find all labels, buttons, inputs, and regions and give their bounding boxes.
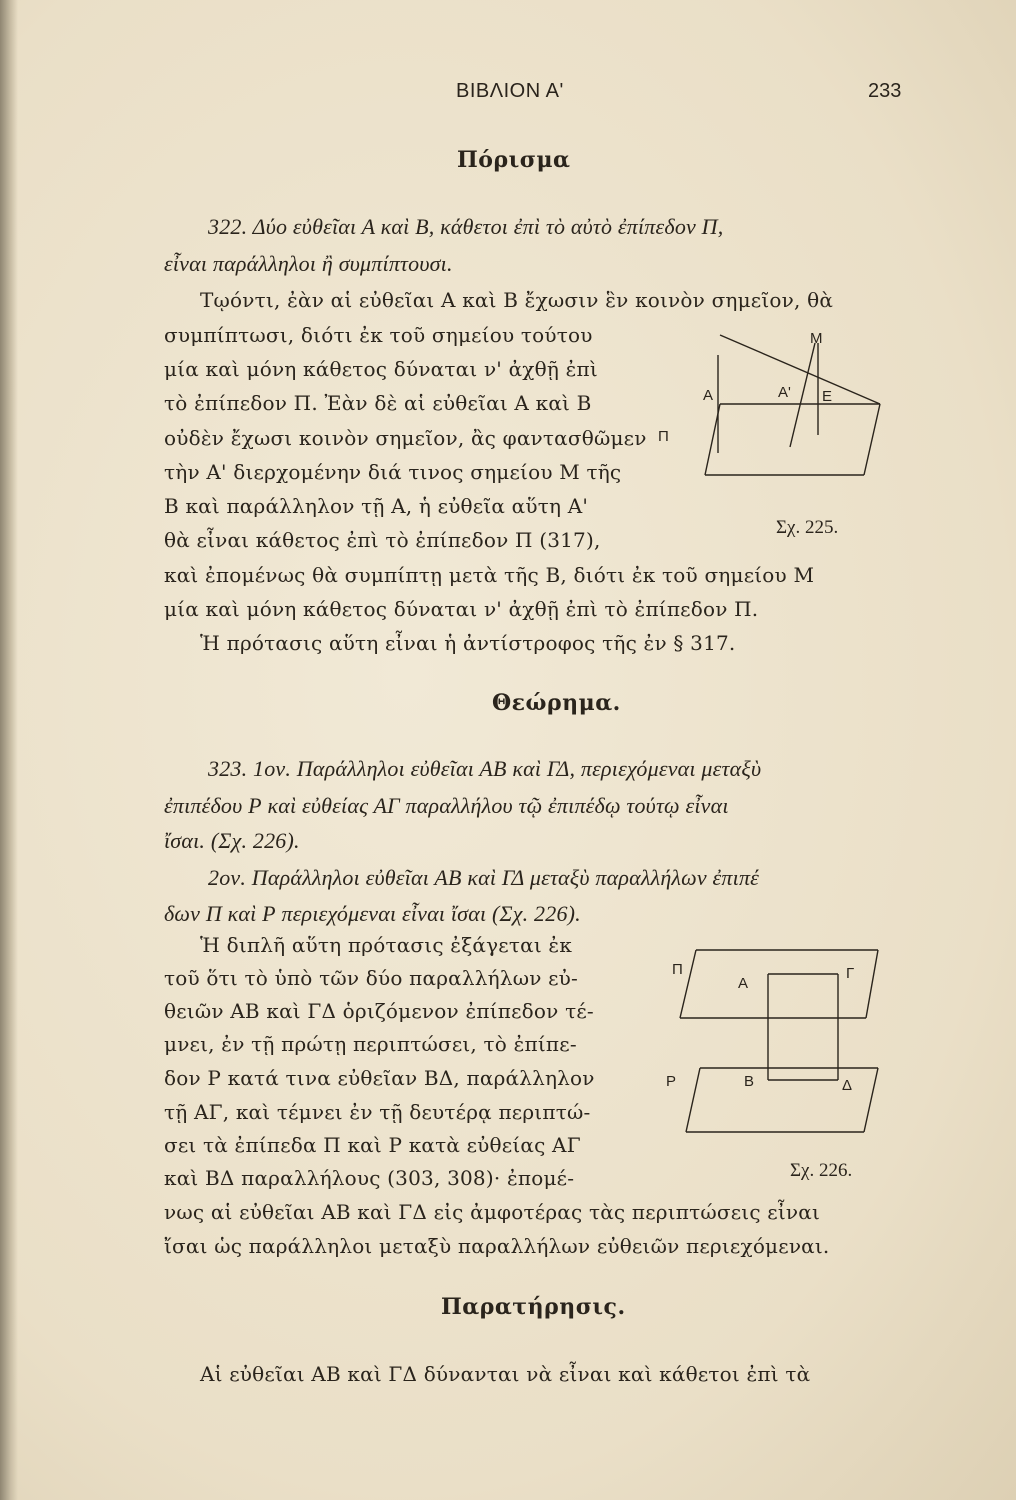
proof-line: τῇ ΑΓ, καὶ τέμνει ἐν τῇ δευτέρᾳ περιπτώ- (164, 1100, 591, 1124)
proof-line: νως αἱ εὐθεῖαι ΑΒ καὶ ΓΔ εἰς ἀμφοτέρας τὰς περιπτώσεις εἶναι (164, 1200, 821, 1224)
proof-line: τοῦ ὅτι τὸ ὑπὸ τῶν δύο παραλλήλων εὐ- (164, 966, 579, 990)
fig225-plane-top-edge (720, 335, 880, 404)
corollary-text-line: οὐδὲν ἔχωσι κοινὸν σημεῖον, ἂς φαντασθῶμεν (164, 426, 647, 450)
corollary-heading: Πόρισμα (457, 147, 571, 173)
fig226-label-upper-plane: Π (672, 961, 683, 978)
proof-line: θειῶν ΑΒ καὶ ΓΔ ὁριζόμενον ἐπίπεδον τέ- (164, 999, 594, 1023)
figure-225 (650, 330, 880, 485)
corollary-statement-line-1: 322. Δύο εὐθεῖαι Α καὶ Β, κάθετοι ἐπὶ τὸ αὐτὸ ἐπίπεδον Π, (208, 214, 724, 239)
fig226-lower-plane-left (686, 1068, 700, 1132)
corollary-text-line: συμπίπτωσι, διότι ἐκ τοῦ σημείου τούτου (164, 323, 593, 347)
proof-line: μνει, ἐν τῇ πρώτῃ περιπτώσει, τὸ ἐπίπε- (164, 1032, 577, 1056)
corollary-text-line: μία καὶ μόνη κάθετος δύναται ν' ἀχθῇ ἐπὶ (164, 357, 598, 381)
proof-line: σει τὰ ἐπίπεδα Π καὶ Ρ κατὰ εὐθείας ΑΓ (164, 1133, 581, 1157)
corollary-text-line: τὸ ἐπίπεδον Π. Ἐὰν δὲ αἱ εὐθεῖαι Α καὶ Β (164, 391, 592, 415)
fig225-line-a-prime (790, 343, 815, 447)
page-gutter-shadow (0, 0, 18, 1500)
figure-225-caption: Σχ. 225. (776, 517, 839, 538)
corollary-text-line: καὶ ἐπομένως θὰ συμπίπτῃ μετὰ τῆς Β, διότι ἐκ τοῦ σημείου Μ (164, 563, 815, 587)
proof-line: καὶ ΒΔ παραλλήλους (303, 308)· ἐπομέ- (164, 1166, 575, 1190)
fig225-label-e: E (822, 388, 833, 405)
fig225-label-a: A (703, 387, 714, 404)
corollary-text-line: Β καὶ παράλληλον τῇ Α, ἡ εὐθεῖα αὕτη Α' (164, 494, 589, 518)
fig226-label-a: A (738, 975, 749, 992)
proof-line: Ἡ διπλῆ αὕτη πρότασις ἐξάγεται ἐκ (200, 933, 573, 957)
theorem-line-1: 323. 1ον. Παράλληλοι εὐθεῖαι ΑΒ καὶ ΓΔ, περιεχόμεναι μεταξὺ (208, 756, 762, 781)
theorem-line-5: δων Π καὶ Ρ περιεχόμεναι εἶναι ἴσαι (Σχ. 226). (164, 901, 581, 926)
fig226-upper-plane-right (866, 950, 878, 1018)
proof-line: δον Ρ κατά τινα εὐθεῖαν ΒΔ, παράλληλον (164, 1066, 595, 1090)
corollary-text-line: Ἡ πρότασις αὕτη εἶναι ἡ ἀντίστροφος τῆς ἐν § 317. (200, 631, 736, 655)
corollary-text-line: μία καὶ μόνη κάθετος δύναται ν' ἀχθῇ ἐπὶ τὸ ἐπίπεδον Π. (164, 597, 759, 621)
theorem-heading: Θεώρημα. (492, 690, 621, 716)
fig226-label-g: Γ (846, 965, 855, 982)
fig226-label-b: B (744, 1073, 755, 1090)
page-number: 233 (868, 80, 902, 102)
running-header-title: ΒΙΒΛΙΟΝ Α' (456, 80, 564, 102)
corollary-text-line: Τῳόντι, ἐὰν αἱ εὐθεῖαι Α καὶ Β ἔχωσιν ἓν κοινὸν σημεῖον, θὰ (200, 288, 834, 312)
fig225-label-m: M (810, 330, 823, 347)
corollary-text-line: θὰ εἶναι κάθετος ἐπὶ τὸ ἐπίπεδον Π (317), (164, 528, 601, 552)
corollary-statement-line-2: εἶναι παράλληλοι ἢ συμπίπτουσι. (164, 251, 453, 276)
theorem-line-2: ἐπιπέδου Ρ καὶ εὐθείας ΑΓ παραλλήλου τῷ ἐπιπέδῳ τούτῳ εἶναι (164, 793, 729, 818)
fig225-label-a-prime: A' (778, 384, 791, 401)
theorem-line-3: ἴσαι. (Σχ. 226). (164, 828, 300, 853)
fig225-label-plane: Π (658, 428, 669, 445)
proof-line: ἴσαι ὡς παράλληλοι μεταξὺ παραλλήλων εὐθειῶν περιεχόμεναι. (164, 1234, 830, 1258)
fig226-lower-plane-right (864, 1068, 878, 1132)
fig226-label-d: Δ (842, 1077, 853, 1094)
theorem-line-4: 2ον. Παράλληλοι εὐθεῖαι ΑΒ καὶ ΓΔ μεταξὺ παραλλήλων ἐπιπέ (208, 865, 760, 890)
remark-line-1: Αἱ εὐθεῖαι ΑΒ καὶ ΓΔ δύνανται νὰ εἶναι καὶ κάθετοι ἐπὶ τὰ (200, 1362, 811, 1386)
figure-226-caption: Σχ. 226. (790, 1160, 853, 1181)
remark-heading: Παρατήρησις. (441, 1294, 626, 1320)
figure-226 (660, 940, 890, 1140)
fig226-label-lower-plane: P (666, 1073, 677, 1090)
fig225-plane-right-edge (864, 404, 880, 475)
corollary-text-line: τὴν Α' διερχομένην διά τινος σημείου Μ τῆς (164, 460, 622, 484)
